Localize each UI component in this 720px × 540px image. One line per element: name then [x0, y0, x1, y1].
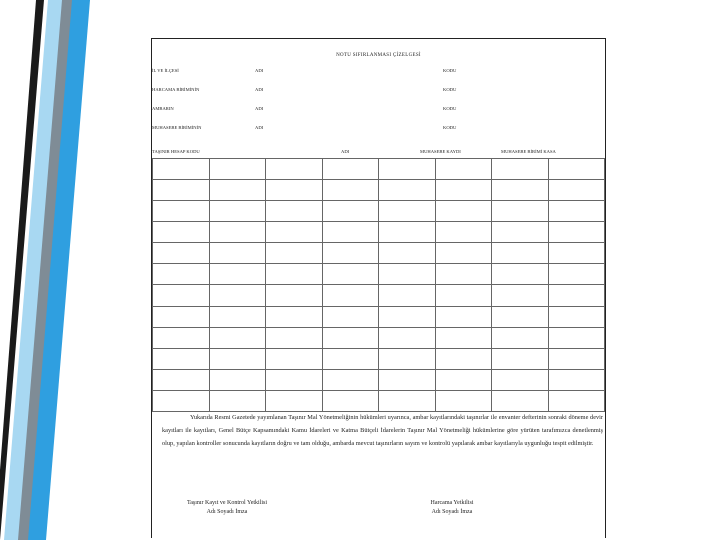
table-cell[interactable]	[209, 222, 266, 243]
info-right: KODU	[443, 87, 457, 92]
info-mid: ADI	[255, 106, 264, 111]
table-cell[interactable]	[153, 390, 210, 411]
table-cell[interactable]	[209, 306, 266, 327]
table-cell[interactable]	[435, 285, 492, 306]
table-cell[interactable]	[379, 264, 436, 285]
info-label: İL VE İLÇESİ	[152, 68, 179, 73]
table-cell[interactable]	[379, 180, 436, 201]
table-cell[interactable]	[266, 201, 323, 222]
approval-notice: Yukarıda Resmi Gazetede yayımlanan Taşınır Mal Yönetmeliğinin hükümleri uyarınca, ambar kayıtlarındaki taşınırlar ile envanter defterinin sonraki döneme devir kayıtları ile kayıtları, Genel Bütçe Kapsamındaki Kamu İdareleri ve Katma Bütçeli İdarelerin Taşınır Mal Yönetmeliği hükümlerine göre yürüten tarafımızca denetlenmiş olup, yapılan kontroller sonucunda kayıtların doğru ve tam olduğu, ambarda mevcut taşınırların sayım ve kontrolü yapılarak ambar kayıtlarıyla uygunluğu tespit edilmiştir.	[162, 414, 603, 448]
table-cell[interactable]	[153, 180, 210, 201]
signature-right	[392, 499, 512, 517]
table-cell[interactable]	[492, 201, 549, 222]
col-header-name: ADI	[341, 149, 350, 154]
table-row	[153, 348, 605, 369]
table-cell[interactable]	[548, 285, 605, 306]
table-cell[interactable]	[492, 369, 549, 390]
table-cell[interactable]	[548, 390, 605, 411]
table-cell[interactable]	[379, 390, 436, 411]
decorative-stripes	[0, 0, 150, 540]
signature-role: Taşınır Kayıt ve Kontrol Yetkilisi	[186, 500, 268, 506]
entry-grid	[152, 158, 605, 412]
table-cell[interactable]	[379, 348, 436, 369]
info-mid: ADI	[255, 125, 264, 130]
table-row	[153, 222, 605, 243]
table-cell[interactable]	[548, 243, 605, 264]
table-cell[interactable]	[322, 327, 379, 348]
table-cell[interactable]	[492, 159, 549, 180]
table-cell[interactable]	[435, 327, 492, 348]
signature-role: Harcama Yetkilisi	[430, 500, 474, 506]
info-row-muhasebe	[152, 125, 605, 132]
info-label: MUHASEBE BİRİMİNİN	[152, 125, 202, 130]
table-cell[interactable]	[266, 306, 323, 327]
table-cell[interactable]	[492, 243, 549, 264]
table-cell[interactable]	[266, 327, 323, 348]
signature-name: Adı Soyadı İmza	[206, 509, 248, 515]
document-page	[151, 38, 606, 538]
table-cell[interactable]	[435, 159, 492, 180]
table-cell[interactable]	[153, 327, 210, 348]
table-cell[interactable]	[548, 306, 605, 327]
table-cell[interactable]	[153, 264, 210, 285]
table-cell[interactable]	[209, 159, 266, 180]
table-cell[interactable]	[435, 369, 492, 390]
table-cell[interactable]	[379, 201, 436, 222]
info-right: KODU	[443, 106, 457, 111]
info-row-ambar	[152, 106, 605, 113]
document-title: NOTU SIFIRLANMASI ÇİZELGESİ	[336, 53, 421, 58]
signature-left	[162, 499, 292, 517]
table-cell[interactable]	[266, 390, 323, 411]
table-cell[interactable]	[492, 390, 549, 411]
table-cell[interactable]	[435, 222, 492, 243]
table-cell[interactable]	[492, 348, 549, 369]
table-cell[interactable]	[379, 327, 436, 348]
table-cell[interactable]	[548, 180, 605, 201]
table-cell[interactable]	[209, 369, 266, 390]
table-cell[interactable]	[379, 243, 436, 264]
table-row	[153, 243, 605, 264]
table-cell[interactable]	[322, 306, 379, 327]
table-cell[interactable]	[548, 201, 605, 222]
table-cell[interactable]	[492, 327, 549, 348]
table-cell[interactable]	[266, 243, 323, 264]
table-cell[interactable]	[322, 369, 379, 390]
table-cell[interactable]	[266, 264, 323, 285]
table-cell[interactable]	[322, 348, 379, 369]
table-cell[interactable]	[322, 201, 379, 222]
table-row	[153, 390, 605, 411]
table-cell[interactable]	[209, 327, 266, 348]
table-cell[interactable]	[379, 306, 436, 327]
table-cell[interactable]	[435, 243, 492, 264]
table-cell[interactable]	[209, 201, 266, 222]
table-row	[153, 180, 605, 201]
col-header-cash: MUHASEBE BİRİMİ KASA	[501, 149, 556, 154]
table-cell[interactable]	[153, 348, 210, 369]
table-cell[interactable]	[322, 285, 379, 306]
table-cell[interactable]	[492, 285, 549, 306]
table-cell[interactable]	[548, 159, 605, 180]
table-cell[interactable]	[435, 390, 492, 411]
table-row	[153, 201, 605, 222]
table-cell[interactable]	[548, 348, 605, 369]
info-right: KODU	[443, 68, 457, 73]
table-cell[interactable]	[153, 159, 210, 180]
table-cell[interactable]	[435, 180, 492, 201]
table-cell[interactable]	[322, 264, 379, 285]
col-header-record: MUHASEBE KAYDI	[420, 149, 461, 154]
table-cell[interactable]	[435, 264, 492, 285]
table-cell[interactable]	[209, 243, 266, 264]
info-mid: ADI	[255, 68, 264, 73]
table-cell[interactable]	[266, 348, 323, 369]
table-cell[interactable]	[322, 243, 379, 264]
table-cell[interactable]	[379, 369, 436, 390]
table-cell[interactable]	[548, 264, 605, 285]
table-cell[interactable]	[153, 243, 210, 264]
info-mid: ADI	[255, 87, 264, 92]
table-cell[interactable]	[266, 180, 323, 201]
table-cell[interactable]	[492, 306, 549, 327]
table-cell[interactable]	[209, 390, 266, 411]
table-cell[interactable]	[435, 306, 492, 327]
table-cell[interactable]	[266, 222, 323, 243]
info-row-harcama	[152, 87, 605, 94]
table-cell[interactable]	[209, 180, 266, 201]
table-cell[interactable]	[209, 285, 266, 306]
table-cell[interactable]	[322, 390, 379, 411]
info-right: KODU	[443, 125, 457, 130]
table-cell[interactable]	[435, 348, 492, 369]
table-row	[153, 159, 605, 180]
table-row	[153, 327, 605, 348]
info-label: AMBARIN	[152, 106, 174, 111]
table-cell[interactable]	[322, 180, 379, 201]
table-cell[interactable]	[266, 369, 323, 390]
table-cell[interactable]	[548, 369, 605, 390]
table-cell[interactable]	[266, 285, 323, 306]
table-cell[interactable]	[322, 159, 379, 180]
table-cell[interactable]	[548, 222, 605, 243]
table-cell[interactable]	[153, 222, 210, 243]
table-header	[152, 149, 605, 157]
table-cell[interactable]	[209, 348, 266, 369]
table-cell[interactable]	[379, 222, 436, 243]
table-row	[153, 369, 605, 390]
table-cell[interactable]	[379, 285, 436, 306]
table-cell[interactable]	[379, 159, 436, 180]
info-label: HARCAMA BİRİMİNİN	[152, 87, 200, 92]
table-cell[interactable]	[322, 222, 379, 243]
table-cell[interactable]	[492, 264, 549, 285]
table-cell[interactable]	[153, 306, 210, 327]
table-cell[interactable]	[492, 180, 549, 201]
table-row	[153, 306, 605, 327]
table-cell[interactable]	[153, 369, 210, 390]
col-header-code: TAŞINIR HESAP KODU	[152, 149, 200, 154]
table-cell[interactable]	[209, 264, 266, 285]
table-cell[interactable]	[153, 201, 210, 222]
table-cell[interactable]	[266, 159, 323, 180]
table-cell[interactable]	[492, 222, 549, 243]
table-row	[153, 264, 605, 285]
info-row-il	[152, 68, 605, 75]
table-cell[interactable]	[548, 327, 605, 348]
table-row	[153, 285, 605, 306]
signature-name: Adı Soyadı İmza	[431, 509, 473, 515]
table-cell[interactable]	[153, 285, 210, 306]
table-cell[interactable]	[435, 201, 492, 222]
